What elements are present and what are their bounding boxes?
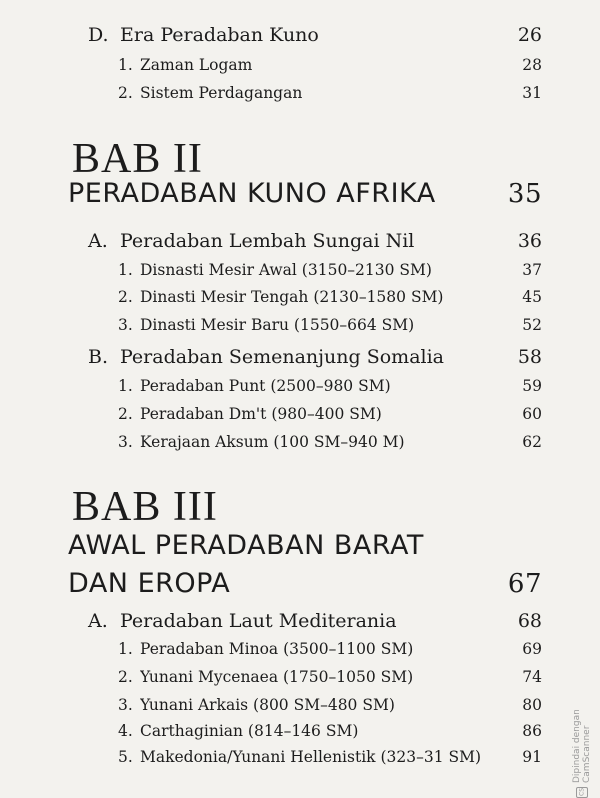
- section-label: A.: [88, 610, 108, 632]
- item-title: Yunani Mycenaea (1750–1050 SM): [140, 668, 414, 686]
- item-title: Carthaginian (814–146 SM): [140, 722, 359, 740]
- toc-item[interactable]: [118, 56, 542, 74]
- section-label: B.: [88, 346, 109, 368]
- chapter-title: PERADABAN KUNO AFRIKA: [68, 180, 436, 207]
- item-number: 3.: [118, 696, 133, 714]
- section-label: D.: [88, 24, 109, 46]
- item-number: 4.: [118, 722, 133, 740]
- item-number: 1.: [118, 56, 133, 74]
- page-number: 58: [517, 346, 542, 368]
- item-title: Kerajaan Aksum (100 SM–940 M): [140, 433, 405, 451]
- page-number: 68: [517, 610, 542, 632]
- item-title: Yunani Arkais (800 SM–480 SM): [140, 696, 395, 714]
- page-number: 26: [517, 24, 542, 46]
- item-number: 2.: [118, 668, 133, 686]
- item-title: Dinasti Mesir Tengah (2130–1580 SM): [140, 288, 444, 306]
- watermark-text: Dipindai dengan CamScanner: [572, 709, 592, 783]
- toc-item[interactable]: [118, 640, 542, 658]
- page-number: 31: [522, 84, 542, 102]
- page-number: 59: [522, 377, 542, 395]
- item-number: 3.: [118, 316, 133, 334]
- page-number: 62: [522, 433, 542, 451]
- toc-item[interactable]: [118, 748, 542, 766]
- chapter-title: AWAL PERADABAN BARAT: [68, 532, 424, 559]
- page-number: 36: [517, 230, 542, 252]
- toc-item[interactable]: [118, 405, 542, 423]
- item-number: 1.: [118, 377, 133, 395]
- toc-item[interactable]: [118, 433, 542, 451]
- page-number: 74: [522, 668, 542, 686]
- section-title: Peradaban Laut Mediterania: [120, 610, 397, 632]
- item-title: Dinasti Mesir Baru (1550–664 SM): [140, 316, 415, 334]
- item-number: 2.: [118, 84, 133, 102]
- toc-section-a[interactable]: [88, 610, 542, 632]
- item-title: Makedonia/Yunani Hellenistik (323–31 SM): [140, 748, 482, 766]
- chapter-3-title-row[interactable]: [68, 570, 542, 597]
- chapter-2-heading: BAB II: [72, 136, 203, 182]
- toc-item[interactable]: [118, 668, 542, 686]
- chapter-title-line2: DAN EROPA: [68, 570, 231, 597]
- page-number: 69: [522, 640, 542, 658]
- toc-item[interactable]: [118, 261, 542, 279]
- page-number: 45: [522, 288, 542, 306]
- item-number: 1.: [118, 261, 133, 279]
- toc-item[interactable]: [118, 288, 542, 306]
- page-number: 91: [522, 748, 542, 766]
- page-number: 60: [522, 405, 542, 423]
- item-title: Zaman Logam: [140, 56, 253, 74]
- item-title: Peradaban Punt (2500–980 SM): [140, 377, 391, 395]
- item-title: Sistem Perdagangan: [140, 84, 303, 102]
- item-title: Peradaban Minoa (3500–1100 SM): [140, 640, 414, 658]
- item-number: 2.: [118, 288, 133, 306]
- page-number: 67: [507, 569, 542, 599]
- page-number: 37: [522, 261, 542, 279]
- section-title: Peradaban Semenanjung Somalia: [120, 346, 445, 368]
- camscanner-logo-icon: CS: [576, 787, 588, 798]
- toc-section-a[interactable]: [88, 230, 542, 252]
- item-title: Peradaban Dm't (980–400 SM): [140, 405, 382, 423]
- section-title: Peradaban Lembah Sungai Nil: [120, 230, 415, 252]
- toc-item[interactable]: [118, 696, 542, 714]
- toc-item[interactable]: [118, 316, 542, 334]
- toc-item[interactable]: [118, 722, 542, 740]
- toc-section-b[interactable]: [88, 346, 542, 368]
- chapter-3-title-line1: [68, 532, 542, 559]
- page-number: 80: [522, 696, 542, 714]
- chapter-2-title-row[interactable]: [68, 180, 542, 207]
- page-number: 28: [522, 56, 542, 74]
- section-label: A.: [88, 230, 108, 252]
- item-number: 2.: [118, 405, 133, 423]
- page-number: 35: [507, 179, 542, 209]
- item-number: 3.: [118, 433, 133, 451]
- item-title: Disnasti Mesir Awal (3150–2130 SM): [140, 261, 432, 279]
- page-number: 52: [522, 316, 542, 334]
- chapter-3-heading: BAB III: [72, 484, 218, 530]
- toc-section-d[interactable]: [88, 24, 542, 46]
- scanner-watermark: [572, 660, 592, 798]
- toc-item[interactable]: [118, 377, 542, 395]
- section-title: Era Peradaban Kuno: [120, 24, 319, 46]
- item-number: 1.: [118, 640, 133, 658]
- page-number: 86: [522, 722, 542, 740]
- item-number: 5.: [118, 748, 133, 766]
- toc-item[interactable]: [118, 84, 542, 102]
